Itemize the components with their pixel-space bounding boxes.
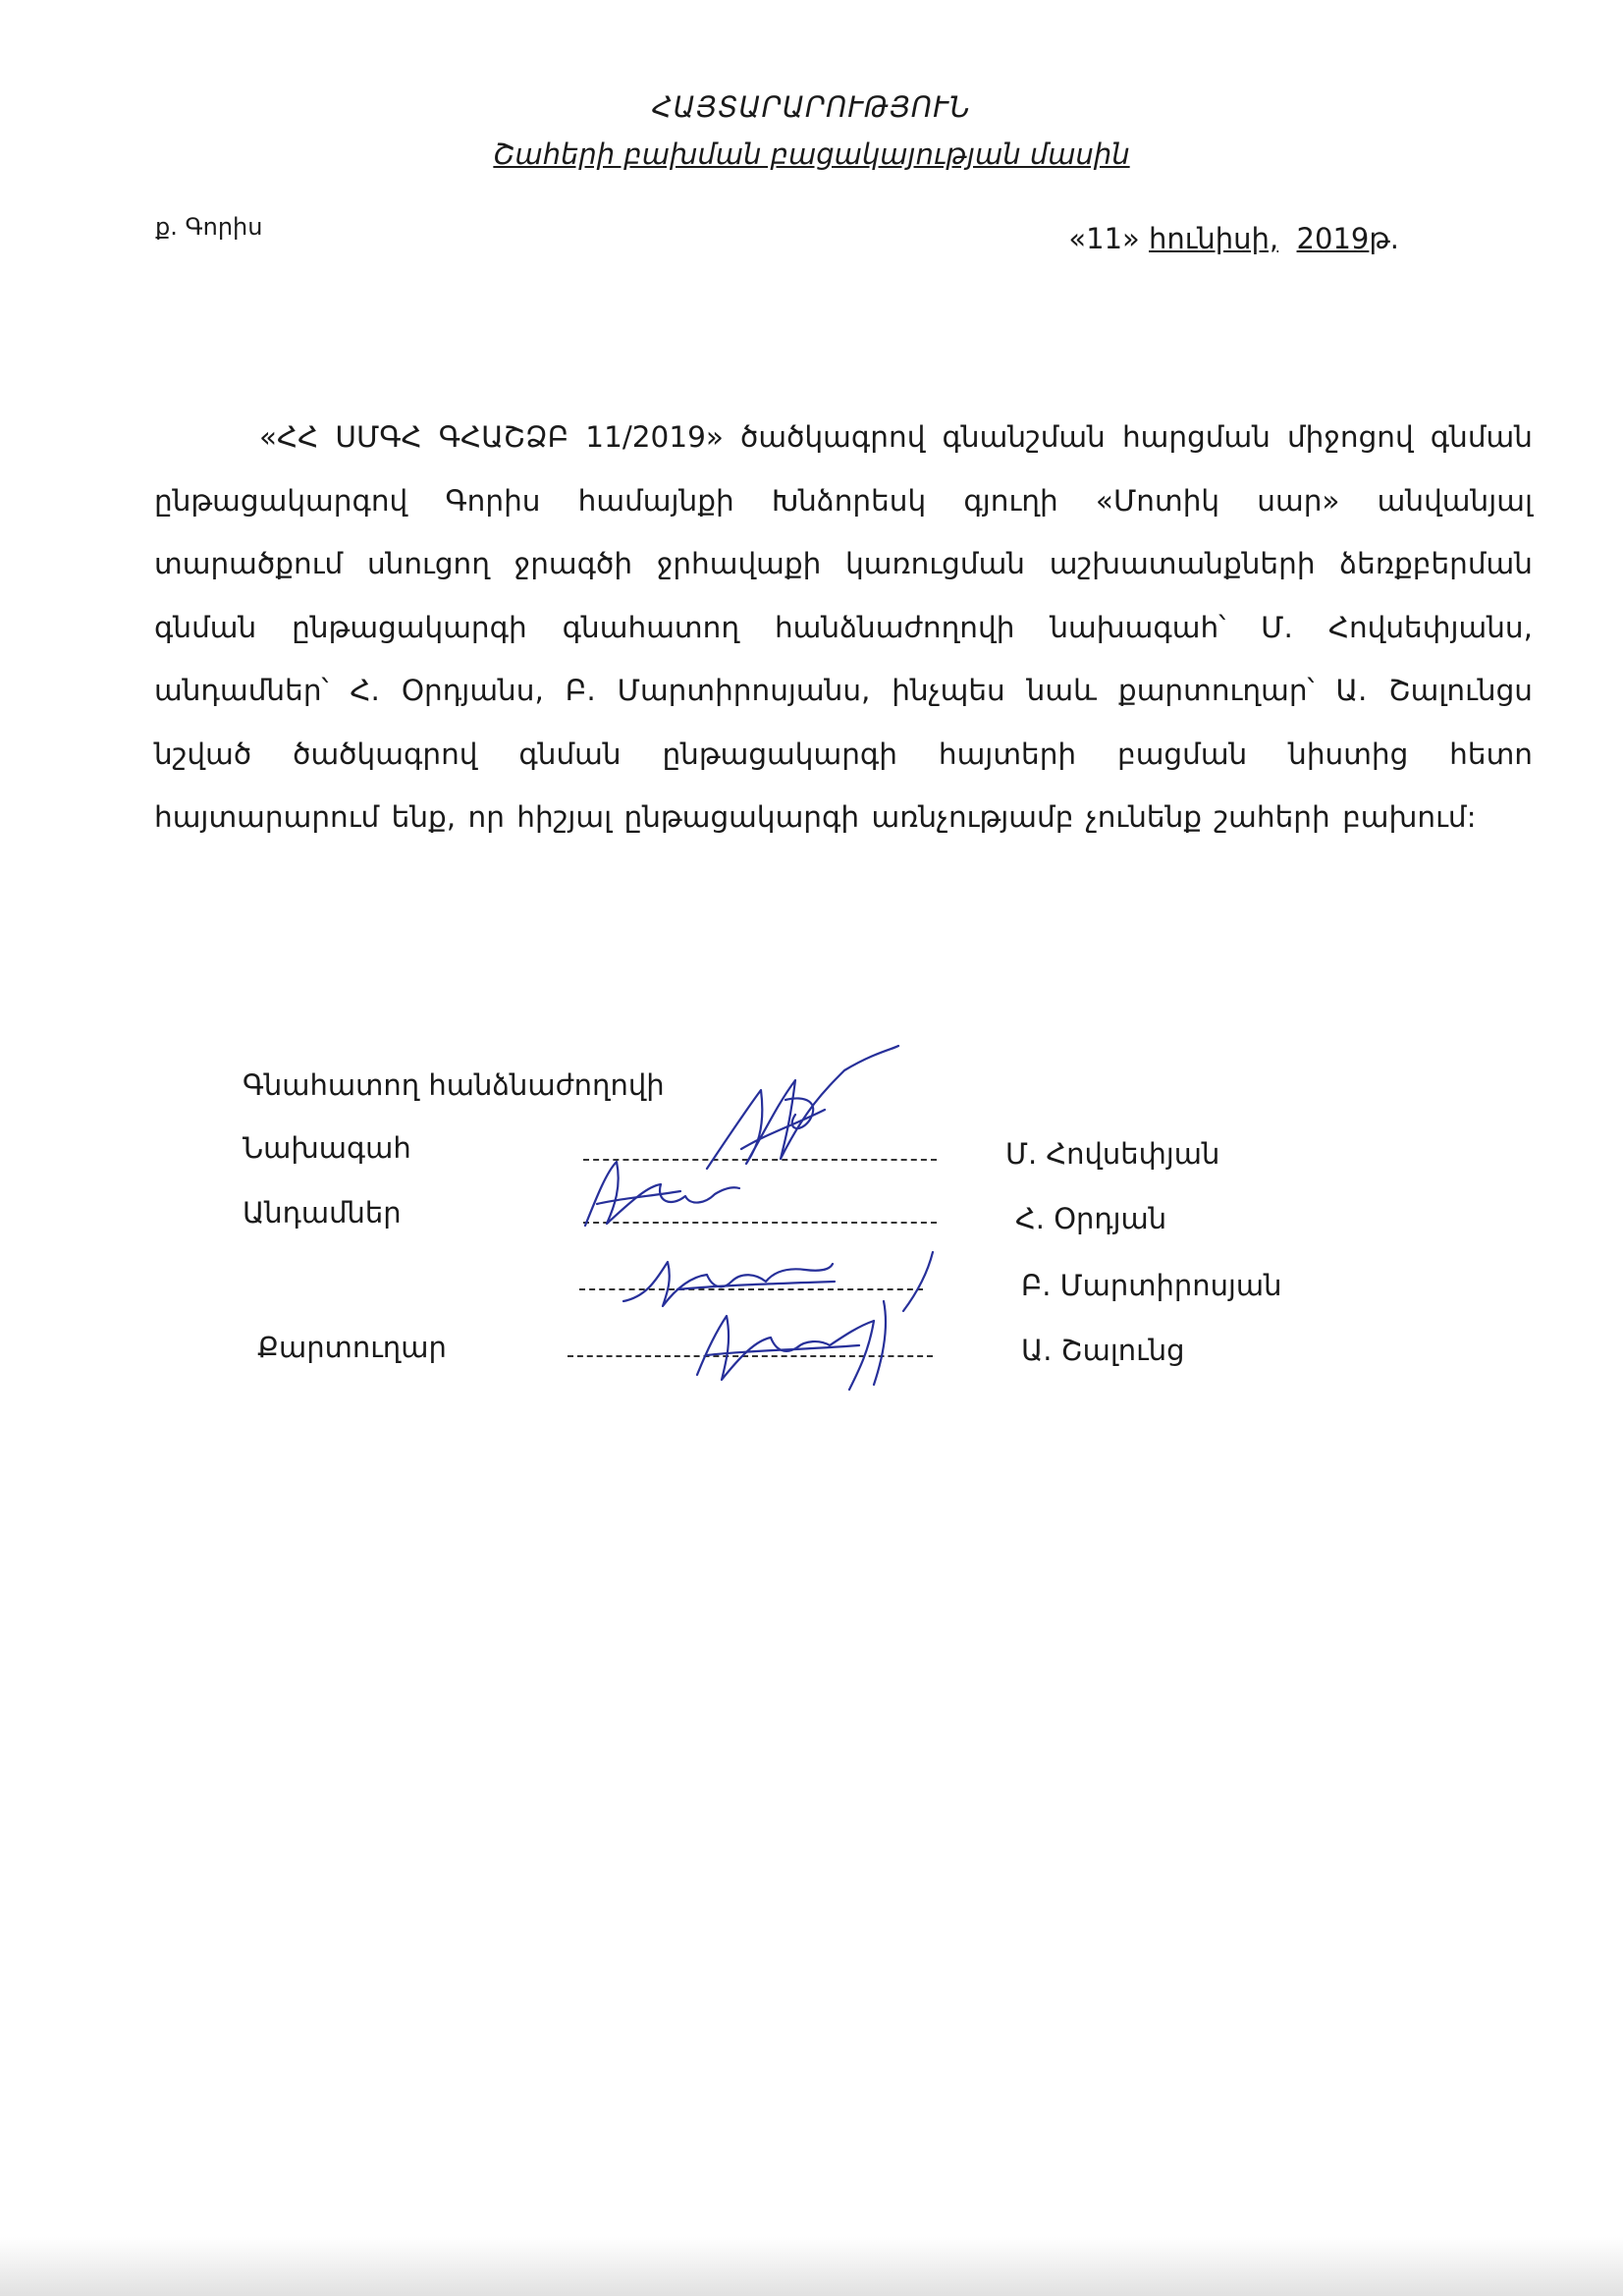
date-year: 2019 (1296, 222, 1370, 255)
date-day: «11» (1068, 222, 1149, 255)
date-month: հունիսի, (1149, 222, 1279, 255)
secretary-signature (687, 1296, 923, 1394)
document-title: ՀԱՅՏԱՐԱՐՈՒԹՅՈՒՆ (652, 90, 971, 124)
document-subtitle: Շահերի բախման բացակայության մասին (493, 137, 1130, 171)
date-suffix: թ. (1369, 222, 1399, 255)
date (1068, 222, 1399, 255)
committee-label: Գնահատող հանձնաժողովի (243, 1068, 665, 1102)
scan-edge (0, 2237, 1623, 2296)
secretary-name: Ա. Շալունց (1021, 1334, 1185, 1367)
member2-name: Բ. Մարտիրոսյան (1021, 1269, 1282, 1302)
members-label: Անդամներ (243, 1196, 402, 1230)
chair-name: Մ. Հովսեփյան (1005, 1137, 1220, 1171)
chair-label: Նախագահ (243, 1131, 411, 1165)
city: ք. Գորիս (155, 213, 263, 241)
declaration-paragraph: «ՀՀ ՍՄԳՀ ԳՀԱՇՁԲ 11/2019» ծածկագրով գնանշման հարցման միջոցով գնման ընթացակարգով Գորիս համայնքի Խնձորեսկ գյուղի «Մոտիկ սար» անվանյալ տարածքում սնուցող ջրագծի ջրհավաքի կառուցման աշխատանքների ձեռքբերման գնման ընթացակարգի գնահատող հանձնաժողովի նախագահ՝ Մ. Հովսեփյանս, անդամներ՝ Հ. Օրդյանս, Բ. Մարտիրոսյանս, ինչպես նաև քարտուղար՝ Ա. Շալունցս նշված ծածկագրով գնման ընթացակարգի հայտերի բացման նիստից հետո հայտարարում ենք, որ հիշյալ ընթացակարգի առնչությամբ չունենք շահերի բախում: (154, 420, 1533, 834)
member1-signature (577, 1147, 744, 1235)
secretary-label: Քարտուղար (257, 1331, 447, 1364)
member1-name: Հ. Օրդյան (1015, 1202, 1167, 1235)
